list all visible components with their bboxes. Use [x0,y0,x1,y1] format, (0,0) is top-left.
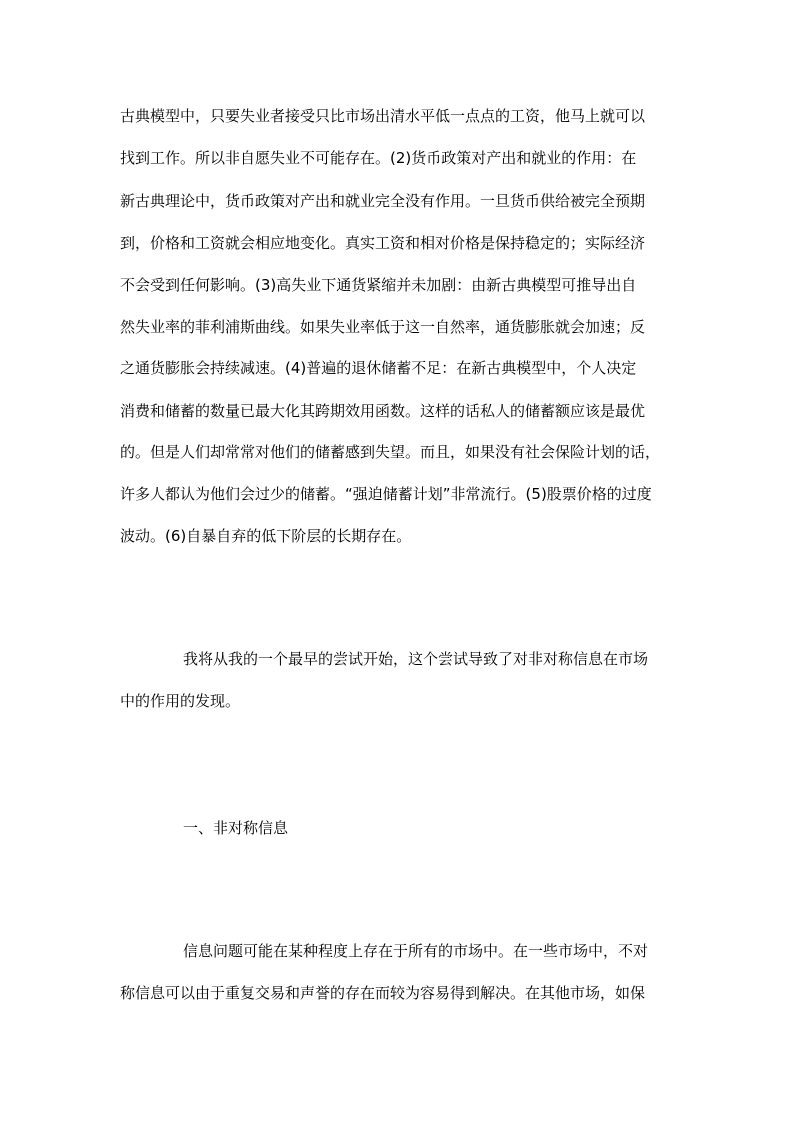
paragraph-line: 不会受到任何影响。(3)高失业下通货紧缩并未加剧：由新古典模型可推导出自 [120,276,637,294]
paragraph-line: 新古典理论中，货币政策对产出和就业完全没有作用。一旦货币供给被完全预期 [120,192,646,210]
section-heading: 一、非对称信息 [183,819,289,837]
paragraph-line: 到，价格和工资就会相应地变化。真实工资和相对价格是保持稳定的；实际经济 [120,234,646,252]
paragraph-line: 波动。(6)自暴自弃的低下阶层的长期存在。 [120,527,412,545]
paragraph-line: 我将从我的一个最早的尝试开始，这个尝试导致了对非对称信息在市场 [183,650,649,668]
paragraph-line: 中的作用的发现。 [120,692,241,710]
paragraph-line: 的。但是人们却常常对他们的储蓄感到失望。而且，如果没有社会保险计划的话， [120,443,661,461]
paragraph-line: 找到工作。所以非自愿失业不可能存在。(2)货币政策对产出和就业的作用：在 [120,149,637,167]
paragraph-line: 消费和储蓄的数量已最大化其跨期效用函数。这样的话私人的储蓄额应该是最优 [120,402,646,420]
paragraph-line: 称信息可以由于重复交易和声誉的存在而较为容易得到解决。在其他市场，如保 [120,984,646,1002]
paragraph-line: 之通货膨胀会持续减速。(4)普遍的退休储蓄不足：在新古典模型中，个人决定 [120,359,637,377]
paragraph-line: 然失业率的菲利浦斯曲线。如果失业率低于这一自然率，通货膨胀就会加速；反 [120,318,646,336]
paragraph-line: 古典模型中，只要失业者接受只比市场出清水平低一点点的工资，他马上就可以 [120,107,646,125]
paragraph-line: 许多人都认为他们会过少的储蓄。“强迫储蓄计划”非常流行。(5)股票价格的过度 [120,485,652,503]
paragraph-line: 信息问题可能在某种程度上存在于所有的市场中。在一些市场中，不对 [183,942,649,960]
